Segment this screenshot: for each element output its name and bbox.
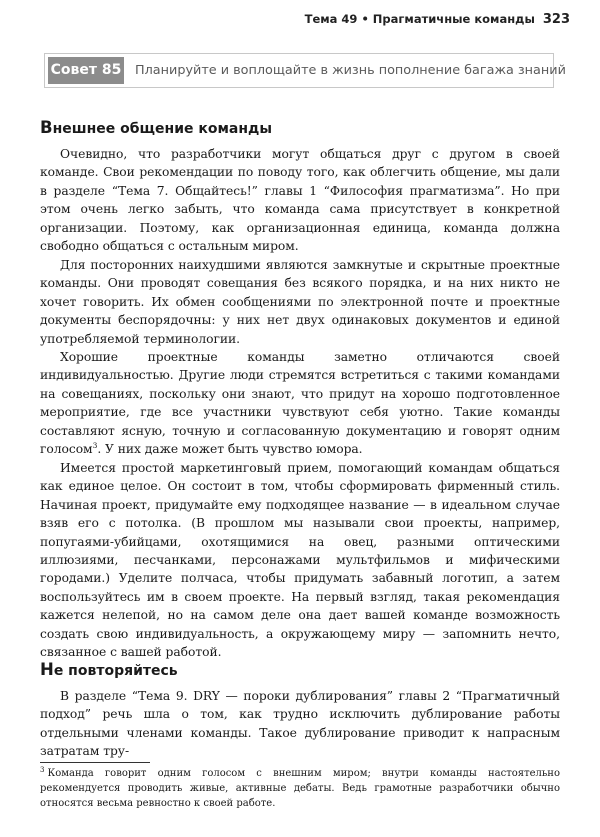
- footnote-mark: 3: [40, 765, 45, 774]
- paragraph: Для посторонних наихудшими являются замкнутые и скрытные проектные команды. Они проводят совещания без всякого порядка, и на них никто не хочет говорить. Их обмен сообщениями по электронной почте и проектные документы беспорядочны: у них нет двух одинаковых документов и единой употребляемой терминологии.: [40, 257, 560, 346]
- heading-initial: Н: [40, 660, 54, 679]
- footnote-text: Команда говорит одним голосом с внешним миром; внутри команды настоятельно рекомендуется проводить живые, активные дебаты. Ведь грамотные разработчики обычно относятся весьма ревностно к своей работе.: [40, 768, 560, 809]
- tip-text: Планируйте и воплощайте в жизнь пополнение багажа знаний: [135, 63, 566, 78]
- page-number: 323: [542, 12, 570, 27]
- footnote: [40, 766, 560, 811]
- tip-box: [44, 53, 566, 88]
- section-body-dont-repeat: [40, 687, 560, 761]
- footnote-rule: [40, 762, 150, 763]
- heading-rest: е повторяйтесь: [53, 663, 178, 679]
- section-body-external-communication: [40, 145, 560, 662]
- running-head: [305, 12, 570, 27]
- tip-label: Совет 85: [48, 57, 124, 84]
- running-head-title: Прагматичные команды: [372, 12, 535, 26]
- section-heading-dont-repeat: [40, 660, 178, 679]
- paragraph: [40, 348, 560, 459]
- paragraph: В разделе “Тема 9. DRY — пороки дублирования” главы 2 “Прагматичный подход” речь шла о том, как трудно исключить дублирование работы отдельными членами команды. Такое дублирование приводит к напрасным затратам тру-: [40, 689, 560, 759]
- heading-initial: В: [40, 118, 53, 137]
- section-heading-external-communication: [40, 118, 272, 137]
- paragraph-text: Хорошие проектные команды заметно отличаются своей индивидуальностью. Другие люди стремятся встретиться с такими командами на совещаниях, поскольку они знают, что придут на хорошо подготовленное мероприятие, где все участники чувствуют себя уютно. Такие команды составляют ясную, точную и согласованную документацию и говорят одним голосом: [40, 349, 560, 457]
- paragraph: Имеется простой маркетинговый прием, помогающий командам общаться как единое целое. Он состоит в том, чтобы сформировать фирменный стиль. Начиная проект, придумайте ему подходящее название — в идеальном случае взяв его с потолка. (В прошлом мы называли свои проекты, например, попугаями-убийцами, охотящимися на овец, разными оптическими иллюзиями, песчанками, персонажами мультфильмов и мифическими городами.) Уделите полчаса, чтобы придумать забавный логотип, а затем воспользуйтесь им в своем проекте. На первый взгляд, такая рекомендация кажется нелепой, но на самом деле она дает вашей команде возможность создать свою индивидуальность, а окружающему миру — запомнить нечто, связанное с вашей работой.: [40, 460, 560, 660]
- running-head-bullet: •: [361, 12, 369, 26]
- paragraph-text: . У них даже может быть чувство юмора.: [97, 442, 363, 457]
- running-head-topic: Тема 49: [304, 12, 358, 26]
- heading-rest: нешнее общение команды: [52, 121, 273, 137]
- footnote-reference: 3: [92, 441, 98, 451]
- paragraph: Очевидно, что разработчики могут общаться друг с другом в своей команде. Свои рекомендации по поводу того, как облегчить общение, мы дали в разделе “Тема 7. Общайтесь!” главы 1 “Философия прагматизма”. Но при этом очень легко забыть, что команда сама присутствует в конкретной организации. Поэтому, как организационная единица, команда должна свободно общаться с остальным миром.: [40, 147, 560, 254]
